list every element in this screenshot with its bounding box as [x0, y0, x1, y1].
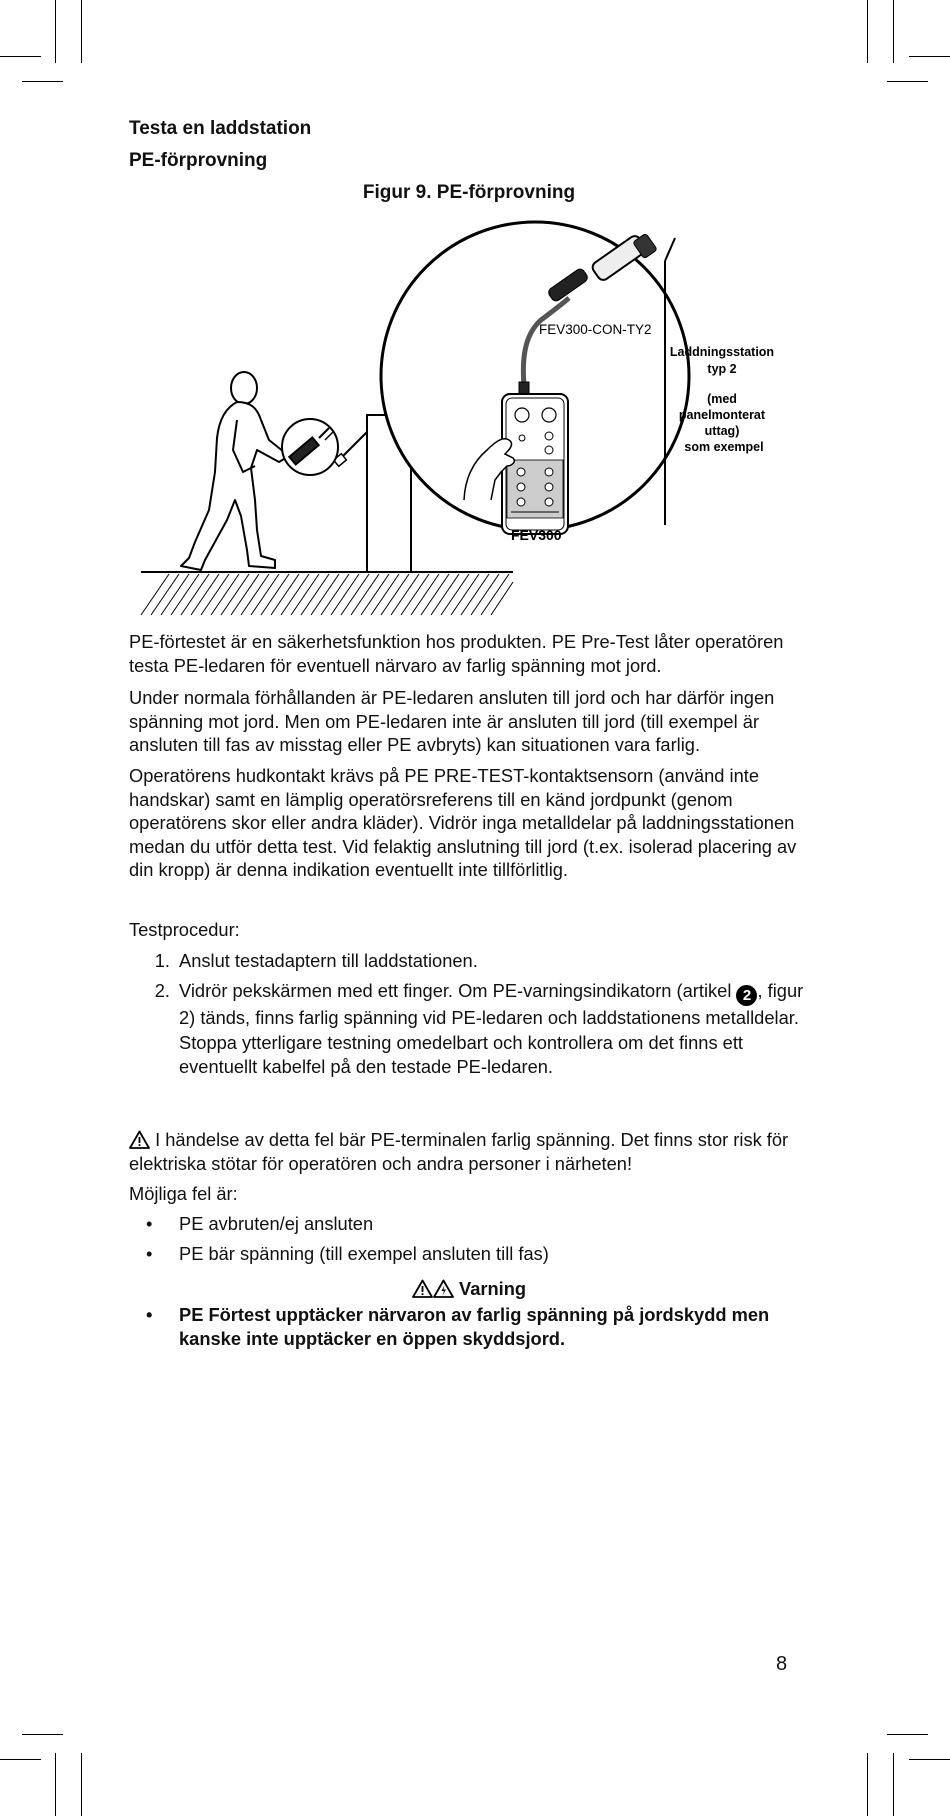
electric-shock-warning-icon [433, 1279, 454, 1298]
paragraph-pe-pretest-intro: PE-förtestet är en säkerhetsfunktion hos produkten. PE Pre-Test låter operatören testa PE-ledaren för eventuell närvaro av farlig spänning mot jord. [129, 631, 784, 676]
paragraph-skin-contact: Operatörens hudkontakt krävs på PE PRE-TEST-kontaktsensorn (använd inte handskar) samt en lämplig operatörsreferens till en känd jordpunkt (genom operatörens skor eller andra kläder). Vidrör inga metalldelar på laddningsstationen medan du utför detta test. Vid felaktig anslutning till jord (t.ex. isolerad placering av din kropp) är denna indikation eventuellt inte tillförlitlig. [129, 765, 797, 880]
figure-caption: Figur 9. PE-förprovning [362, 182, 576, 203]
warning-title-text: Varning [459, 1278, 527, 1299]
device-label: FEV300 [511, 527, 562, 543]
person-figure [181, 372, 289, 570]
crop-mark [55, 0, 56, 63]
item-reference-badge: 2 [736, 985, 757, 1006]
bullet-icon: • [146, 1243, 153, 1264]
step-text: Vidrör pekskärmen med ett finger. Om PE-varningsindikatorn (artikel 2 , figur 2) tänds, finns farlig spänning vid PE-ledaren och laddstationens metalldelar. Stoppa ytterligare testning omedelbart och kontrollera om det finns ett eventuellt kabelfel på den testade PE-ledaren. [179, 980, 804, 1077]
step-number: 2. [154, 980, 170, 1001]
svg-text:uttag): uttag) [704, 424, 740, 438]
step-number: 1. [154, 950, 170, 971]
crop-mark [0, 1759, 41, 1760]
crop-mark [55, 1753, 56, 1816]
ground-hatching [141, 574, 513, 615]
crop-mark [909, 56, 950, 57]
crop-mark [81, 1753, 82, 1816]
warning-triangle-icon [412, 1279, 433, 1298]
bullet-icon: • [146, 1304, 153, 1325]
svg-text:typ 2: typ 2 [707, 362, 737, 376]
crop-mark [0, 56, 41, 57]
bullet-icon: • [146, 1213, 153, 1234]
crop-mark [893, 0, 894, 63]
faults-heading: Möjliga fel är: [129, 1183, 238, 1204]
crop-mark [81, 0, 82, 63]
step-text: Anslut testadaptern till laddstationen. [179, 950, 478, 971]
svg-text:Laddningsstation: Laddningsstation [669, 345, 775, 359]
procedure-heading: Testprocedur: [129, 919, 240, 940]
page-number: 8 [776, 1653, 788, 1675]
subsection-title: PE-förprovning [129, 150, 268, 171]
crop-mark [22, 81, 63, 82]
fault-text: PE avbruten/ej ansluten [179, 1213, 374, 1234]
warning-title [129, 1278, 809, 1300]
fault-text: PE bär spänning (till exempel ansluten till fas) [179, 1243, 549, 1264]
crop-mark [887, 1734, 928, 1735]
svg-text:panelmonterat: panelmonterat [678, 408, 766, 422]
warning-triangle-icon [129, 1130, 150, 1149]
crop-mark [887, 81, 928, 82]
crop-mark [893, 1753, 894, 1816]
hazard-paragraph [129, 1128, 819, 1175]
crop-mark [909, 1759, 950, 1760]
pe-pretest-figure [129, 210, 809, 620]
adapter-label: FEV300-CON-TY2 [539, 322, 652, 337]
crop-mark [867, 0, 868, 63]
crop-mark [22, 1734, 63, 1735]
svg-text:som exempel: som exempel [684, 440, 764, 454]
svg-text:(med: (med [707, 392, 737, 406]
warning-text: PE Förtest upptäcker närvaron av farlig spänning på jordskydd men kanske inte upptäcker en öppen skyddsjord. [179, 1304, 770, 1349]
crop-mark [867, 1753, 868, 1816]
section-title: Testa en laddstation [129, 118, 312, 139]
hazard-text: I händelse av detta fel bär PE-terminalen farlig spänning. Det finns stor risk för elektriska stötar för operatören och andra personer i närheten! [129, 1129, 789, 1174]
paragraph-normal-conditions: Under normala förhållanden är PE-ledaren ansluten till jord och har därför ingen spänning mot jord. Men om PE-ledaren inte är ansluten till jord (till exempel är ansluten till fas av misstag eller PE avbryts) kan situationen vara farlig. [129, 687, 775, 755]
